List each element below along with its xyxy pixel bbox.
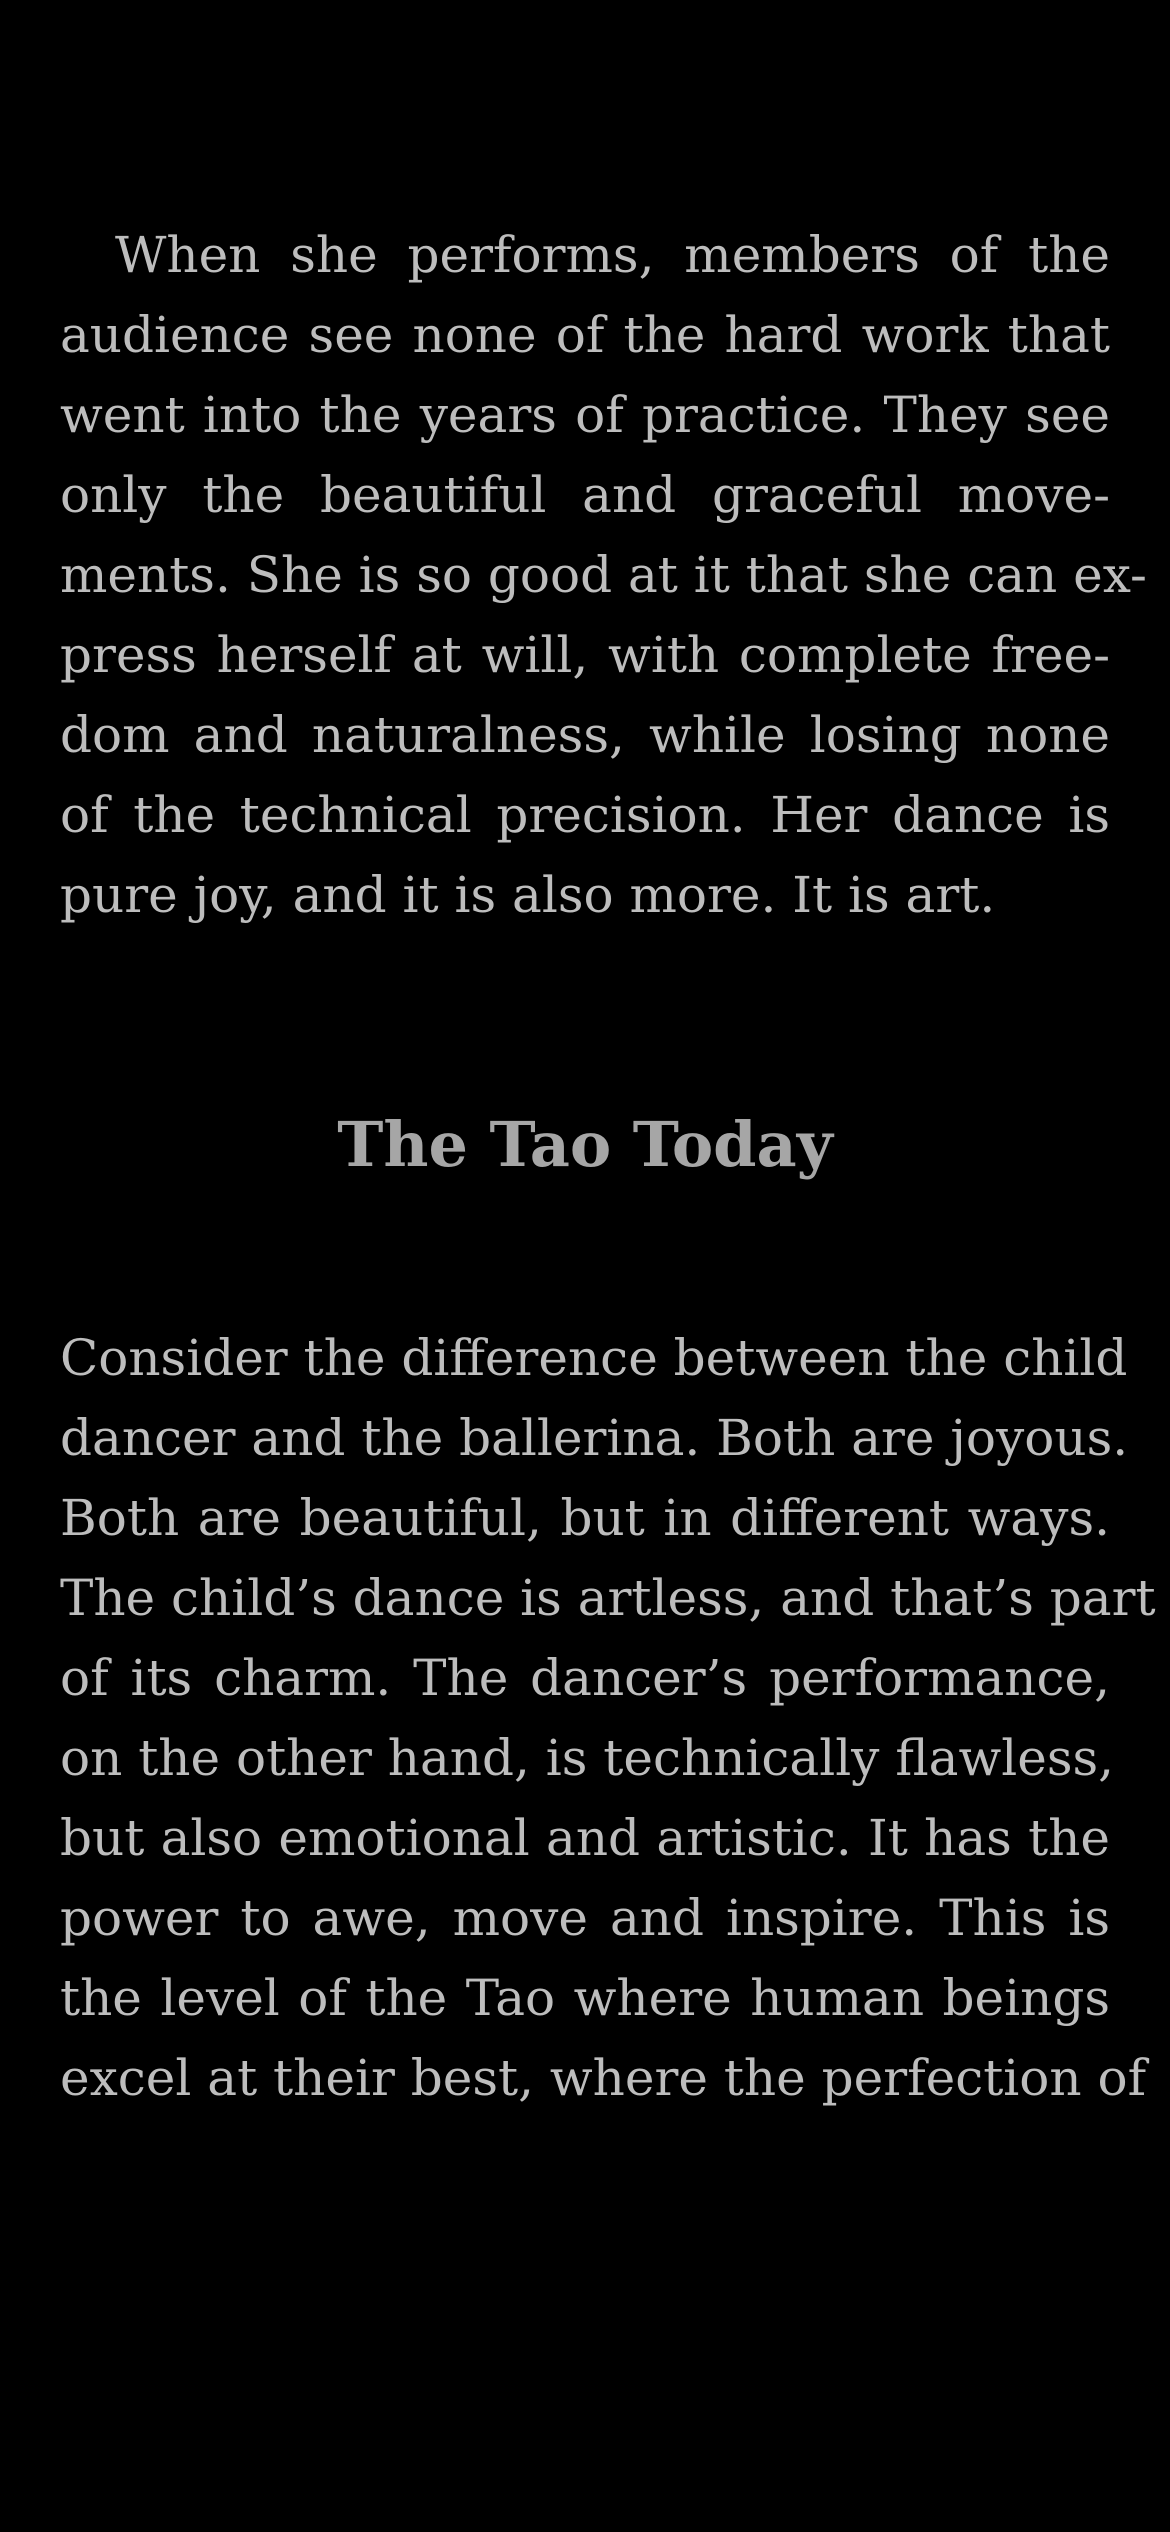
paragraph-2-line: power to awe, move and inspire. This is (60, 1889, 1110, 1947)
paragraph-2-line: The child’s dance is artless, and that’s part (60, 1569, 1156, 1627)
paragraph-2-line: excel at their best, where the perfection of (60, 2049, 1147, 2107)
section-heading: The Tao Today (337, 1108, 833, 1181)
paragraph-2-line: Both are beautiful, but in different ways. (60, 1489, 1110, 1547)
paragraph-2-line: on the other hand, is technically flawless, (60, 1729, 1115, 1787)
paragraph-1-line: only the beautiful and graceful move- (60, 466, 1110, 524)
paragraph-1-line: audience see none of the hard work that (60, 306, 1110, 364)
paragraph-1-line: pure joy, and it is also more. It is art. (60, 866, 996, 924)
paragraph-1-line: When she performs, members of the (115, 226, 1110, 284)
paragraph-2-line: of its charm. The dancer’s performance, (60, 1649, 1110, 1707)
paragraph-2-line: dancer and the ballerina. Both are joyous. (60, 1409, 1129, 1467)
paragraph-2-line: Consider the difference between the child (60, 1329, 1128, 1387)
paragraph-1-line: of the technical precision. Her dance is (60, 786, 1110, 844)
paragraph-1-line: press herself at will, with complete free- (60, 626, 1110, 684)
paragraph-1-line: ments. She is so good at it that she can ex- (60, 546, 1147, 604)
paragraph-2-line: but also emotional and artistic. It has the (60, 1809, 1110, 1867)
paragraph-1-line: went into the years of practice. They see (60, 386, 1110, 444)
paragraph-1-line: dom and naturalness, while losing none (60, 706, 1110, 764)
paragraph-2-line: the level of the Tao where human beings (60, 1969, 1110, 2027)
